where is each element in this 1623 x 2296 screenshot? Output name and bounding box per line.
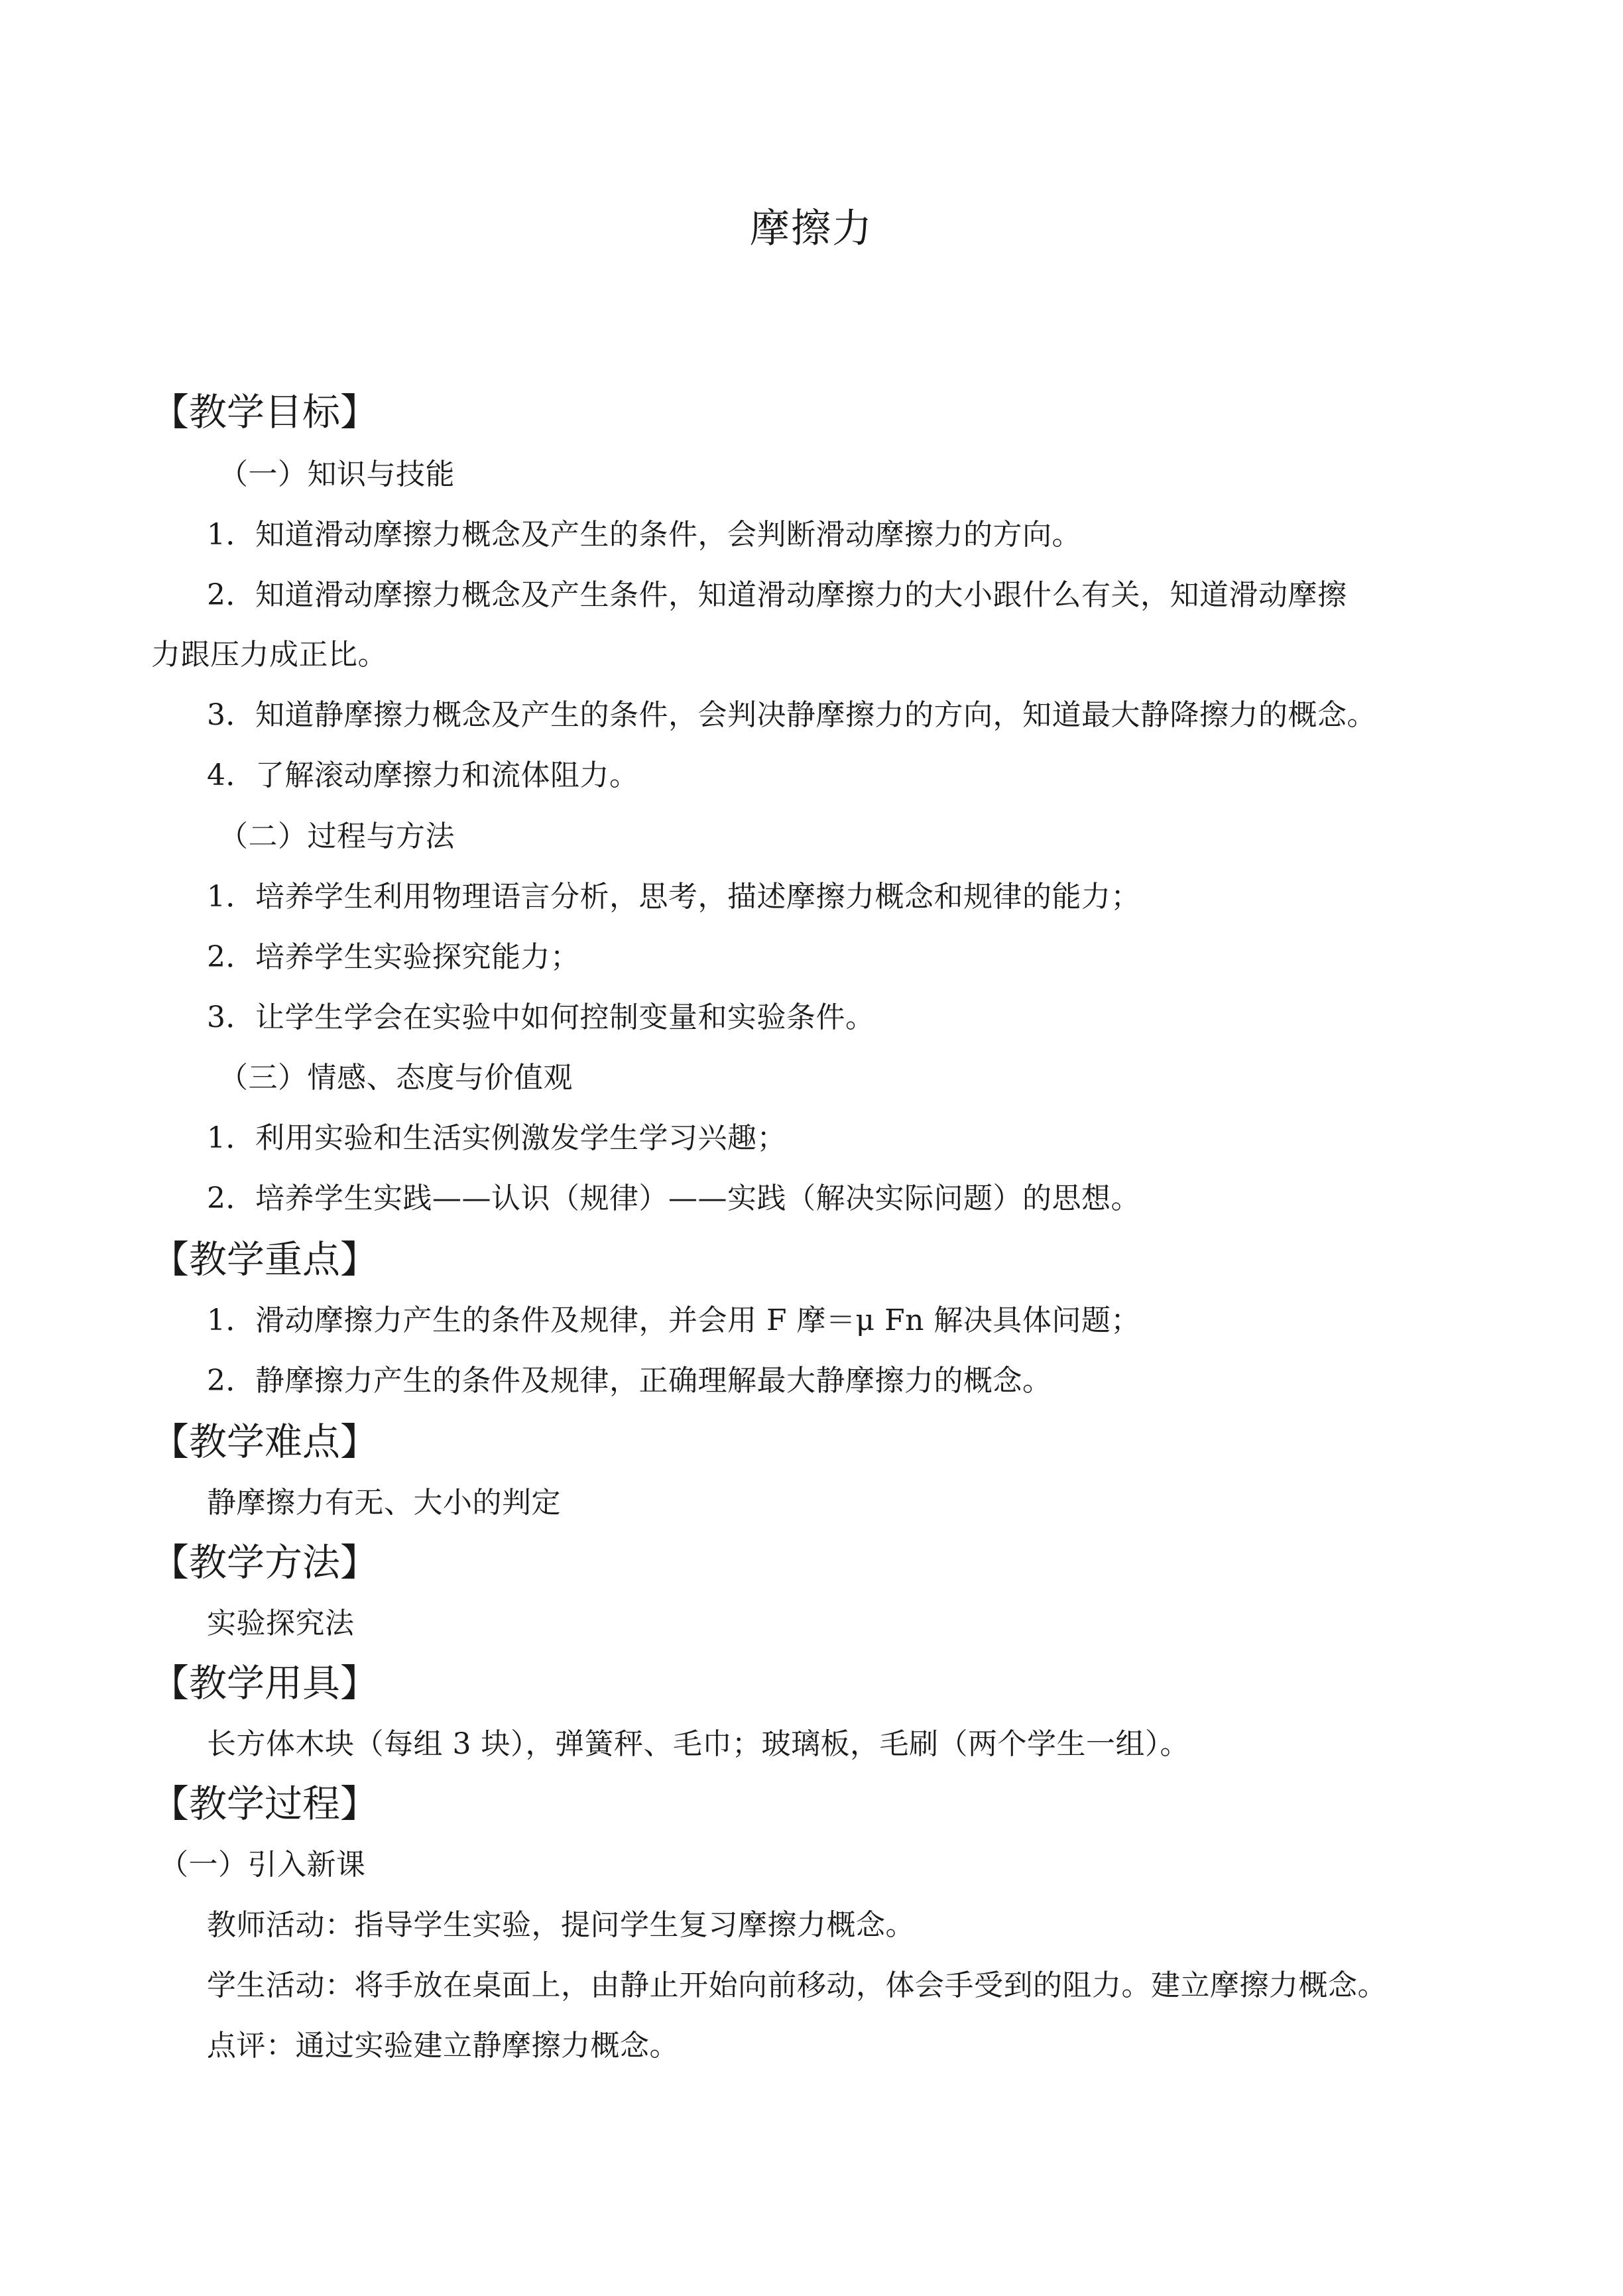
subsection-process-methods: （二）过程与方法 xyxy=(219,819,455,853)
document-title: 摩擦力 xyxy=(750,206,873,252)
section-heading-difficulties: 【教学难点】 xyxy=(151,1420,378,1464)
list-item: 1．利用实验和生活实例激发学生学习兴趣； xyxy=(207,1121,786,1155)
section-heading-process: 【教学过程】 xyxy=(151,1782,378,1826)
section-heading-method: 【教学方法】 xyxy=(151,1541,378,1585)
subsection-knowledge-skills: （一）知识与技能 xyxy=(219,457,455,491)
section-heading-keypoints: 【教学重点】 xyxy=(151,1238,378,1282)
paragraph: 教师活动：指导学生实验，提问学生复习摩擦力概念。 xyxy=(207,1908,915,1942)
paragraph: 长方体木块（每组 3 块），弹簧秤、毛巾；玻璃板，毛刷（两个学生一组）。 xyxy=(207,1727,1189,1761)
paragraph: 学生活动：将手放在桌面上，由静止开始向前移动，体会手受到的阻力。建立摩擦力概念。 xyxy=(207,1968,1387,2002)
list-item: 3．知道静摩擦力概念及产生的条件，会判决静摩擦力的方向，知道最大静降擦力的概念。 xyxy=(207,698,1376,732)
list-item: 2．培养学生实验探究能力； xyxy=(207,940,580,974)
list-item: 2．知道滑动摩擦力概念及产生条件，知道滑动摩擦力的大小跟什么有关，知道滑动摩擦 xyxy=(207,578,1347,612)
list-item: 1．知道滑动摩擦力概念及产生的条件，会判断滑动摩擦力的方向。 xyxy=(207,518,1081,552)
list-item: 2．静摩擦力产生的条件及规律，正确理解最大静摩擦力的概念。 xyxy=(207,1364,1052,1398)
subsection-introduction: （一）引入新课 xyxy=(159,1848,366,1882)
list-item: 1．培养学生利用物理语言分析，思考，描述摩擦力概念和规律的能力； xyxy=(207,880,1140,914)
subsection-emotion-attitude: （三）情感、态度与价值观 xyxy=(219,1061,573,1095)
list-item: 4．了解滚动摩擦力和流体阻力。 xyxy=(207,758,639,792)
paragraph: 点评：通过实验建立静摩擦力概念。 xyxy=(207,2029,679,2063)
list-item: 2．培养学生实践——认识（规律）——实践（解决实际问题）的思想。 xyxy=(207,1181,1140,1215)
section-heading-tools: 【教学用具】 xyxy=(151,1662,378,1705)
list-item: 1．滑动摩擦力产生的条件及规律，并会用 F 摩＝μ Fn 解决具体问题； xyxy=(207,1303,1140,1337)
paragraph: 实验探究法 xyxy=(207,1606,355,1640)
section-heading-objectives: 【教学目标】 xyxy=(151,391,378,434)
list-item-continuation: 力跟压力成正比。 xyxy=(151,638,387,672)
list-item: 3．让学生学会在实验中如何控制变量和实验条件。 xyxy=(207,1000,875,1034)
paragraph: 静摩擦力有无、大小的判定 xyxy=(207,1486,561,1520)
